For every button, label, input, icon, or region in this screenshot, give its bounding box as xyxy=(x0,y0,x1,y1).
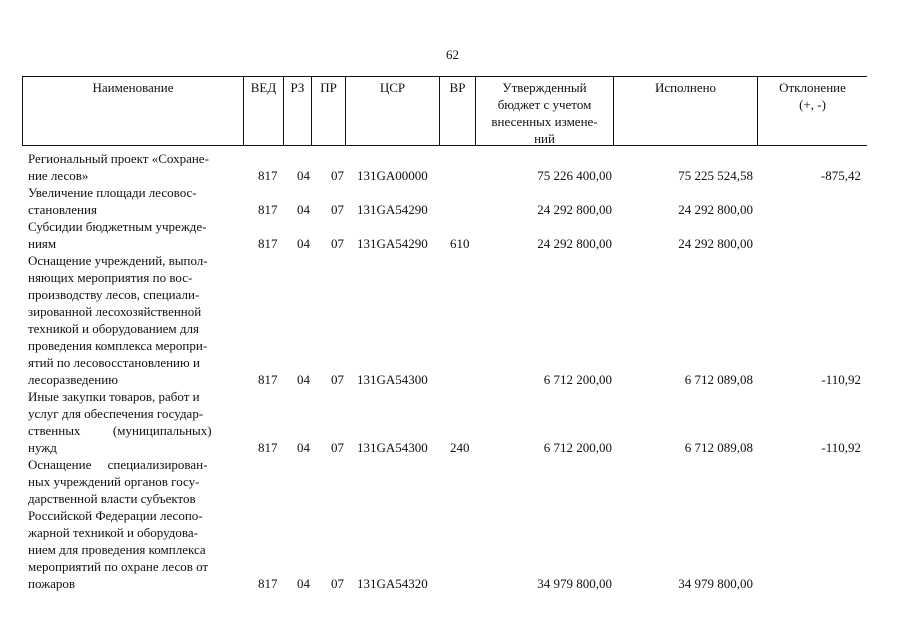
table-row xyxy=(22,184,867,218)
row-name-line: ных учреждений органов госу- xyxy=(28,474,200,489)
row-vr: 240 xyxy=(450,440,470,455)
row-name-line: зированной лесохозяйственной xyxy=(28,304,202,319)
row-budget: 34 979 800,00 xyxy=(537,576,612,591)
row-deviation: -875,42 xyxy=(820,168,861,183)
row-rz: 04 xyxy=(297,440,310,455)
row-name-line: Иные закупки товаров, работ и xyxy=(28,389,200,404)
header-budget-line: Утвержденный xyxy=(502,80,587,95)
row-name-line: няющих мероприятия по вос- xyxy=(28,270,193,285)
header-budget-line: внесенных измене- xyxy=(491,114,598,129)
table-row xyxy=(22,218,867,252)
header-rz: РЗ xyxy=(284,77,312,145)
table-header xyxy=(22,76,867,146)
header-deviation-line: Отклонение xyxy=(779,80,846,95)
row-csr: 131GA54300 xyxy=(357,372,428,387)
row-pr: 07 xyxy=(331,236,344,251)
row-done: 24 292 800,00 xyxy=(678,236,753,251)
row-rz: 04 xyxy=(297,202,310,217)
row-deviation: -110,92 xyxy=(821,372,861,387)
row-name-line: становления xyxy=(28,202,97,217)
row-name-line: ственных (муниципальных) xyxy=(28,423,212,438)
row-name-line: Увеличение площади лесовос- xyxy=(28,185,197,200)
header-done: Исполнено xyxy=(614,77,758,145)
row-csr: 131GA00000 xyxy=(357,168,428,183)
row-rz: 04 xyxy=(297,372,310,387)
header-pr: ПР xyxy=(312,77,346,145)
table-body xyxy=(22,150,867,592)
row-pr: 07 xyxy=(331,168,344,183)
row-ved: 817 xyxy=(258,372,278,387)
row-csr: 131GA54290 xyxy=(357,202,428,217)
row-name-line: ниям xyxy=(28,236,57,251)
header-deviation xyxy=(758,77,867,145)
row-rz: 04 xyxy=(297,168,310,183)
row-name-line: проведения комплекса меропри- xyxy=(28,338,208,353)
row-ved: 817 xyxy=(258,576,278,591)
row-name-line: Российской Федерации лесопо- xyxy=(28,508,203,523)
row-name-line: техникой и оборудованием для xyxy=(28,321,199,336)
row-name-line: лесоразведению xyxy=(28,372,118,387)
row-pr: 07 xyxy=(331,372,344,387)
row-ved: 817 xyxy=(258,236,278,251)
table-row xyxy=(22,388,867,456)
row-ved: 817 xyxy=(258,202,278,217)
table-row xyxy=(22,456,867,592)
row-name xyxy=(28,456,242,592)
row-csr: 131GA54320 xyxy=(357,576,428,591)
row-budget: 6 712 200,00 xyxy=(543,440,612,455)
row-done: 75 225 524,58 xyxy=(678,168,753,183)
header-budget-line: ний xyxy=(534,131,555,146)
row-name-line: ятий по лесовосстановлению и xyxy=(28,355,200,370)
page-number: 62 xyxy=(446,47,459,62)
row-name-line: пожаров xyxy=(28,576,76,591)
row-budget: 24 292 800,00 xyxy=(537,202,612,217)
table-row xyxy=(22,150,867,184)
row-pr: 07 xyxy=(331,440,344,455)
row-rz: 04 xyxy=(297,576,310,591)
row-name-line: услуг для обеспечения государ- xyxy=(28,406,204,421)
table-row xyxy=(22,252,867,388)
row-name-line: Оснащение учреждений, выпол- xyxy=(28,253,208,268)
row-name-line: Региональный проект «Сохране- xyxy=(28,151,209,166)
row-vr: 610 xyxy=(450,236,470,251)
row-ved: 817 xyxy=(258,168,278,183)
header-deviation-line: (+, -) xyxy=(799,97,826,112)
row-budget: 6 712 200,00 xyxy=(543,372,612,387)
header-ved: ВЕД xyxy=(244,77,284,145)
row-pr: 07 xyxy=(331,576,344,591)
row-budget: 75 226 400,00 xyxy=(537,168,612,183)
row-name-line: Оснащение специализирован- xyxy=(28,457,208,472)
row-name-line: Субсидии бюджетным учрежде- xyxy=(28,219,207,234)
row-done: 6 712 089,08 xyxy=(684,372,753,387)
row-pr: 07 xyxy=(331,202,344,217)
row-budget: 24 292 800,00 xyxy=(537,236,612,251)
row-rz: 04 xyxy=(297,236,310,251)
row-done: 24 292 800,00 xyxy=(678,202,753,217)
header-budget xyxy=(476,77,614,145)
row-name-line: ние лесов» xyxy=(28,168,89,183)
row-name-line: жарной техникой и оборудова- xyxy=(28,525,198,540)
header-budget-line: бюджет с учетом xyxy=(497,97,592,112)
row-deviation: -110,92 xyxy=(821,440,861,455)
row-name-line: нужд xyxy=(28,440,57,455)
row-csr: 131GA54300 xyxy=(357,440,428,455)
row-name xyxy=(28,252,242,388)
header-name: Наименование xyxy=(22,77,244,145)
row-csr: 131GA54290 xyxy=(357,236,428,251)
row-name-line: дарственной власти субъектов xyxy=(28,491,196,506)
row-ved: 817 xyxy=(258,440,278,455)
header-csr: ЦСР xyxy=(346,77,440,145)
row-name-line: производству лесов, специали- xyxy=(28,287,200,302)
row-done: 6 712 089,08 xyxy=(684,440,753,455)
row-done: 34 979 800,00 xyxy=(678,576,753,591)
row-name-line: мероприятий по охране лесов от xyxy=(28,559,209,574)
row-name-line: нием для проведения комплекса xyxy=(28,542,206,557)
header-vr: ВР xyxy=(440,77,476,145)
